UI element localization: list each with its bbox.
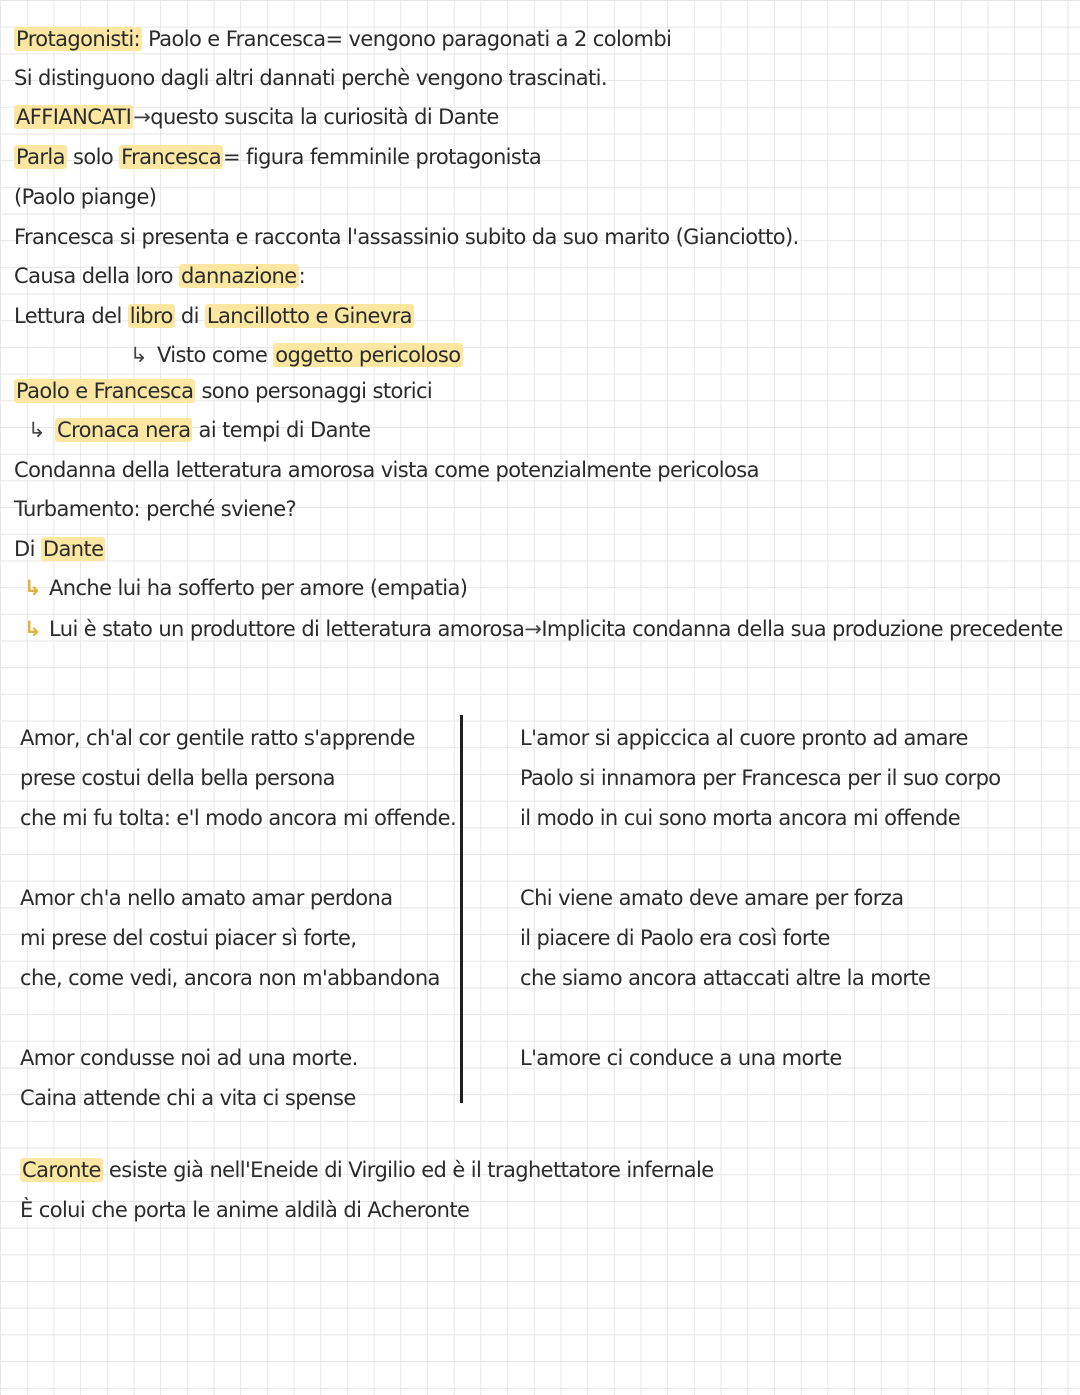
paraphrase-line: L'amore ci conduce a una morte [520,1046,842,1070]
note-line-parla: Parla solo Francesca= figura femminile protagonista [16,145,542,169]
highlight-dannazione: dannazione [180,264,297,288]
verse-line: Amor, ch'al cor gentile ratto s'apprende [20,726,415,750]
note-line-francesca-presenta: Francesca si presenta e racconta l'assassinio subito da suo marito (Gianciotto). [14,225,799,249]
highlight-lancillotto: Lancillotto e Ginevra [206,304,412,328]
poem-paraphrase-column [520,718,1001,1078]
verse-line: Amor ch'a nello amato amar perdona [20,886,393,910]
paraphrase-line: Paolo si innamora per Francesca per il suo corpo [520,766,1001,790]
paraphrase-line: il modo in cui sono morta ancora mi offende [520,806,961,830]
highlight-libro: libro [129,304,173,328]
right-arrow-icon: → [524,617,542,641]
verse-line: mi prese del costui piacer sì forte, [20,926,357,950]
note-line-condanna: Condanna della letteratura amorosa vista come potenzialmente pericolosa [14,458,759,482]
highlight-paolo-francesca: Paolo e Francesca [16,379,194,403]
note-line-produttore: ↳ Lui è stato un produttore di letteratura amorosa→Implicita condanna della sua produzione precedente [24,614,1063,644]
paraphrase-line: L'amor si appiccica al cuore pronto ad amare [520,726,968,750]
return-arrow-icon: ↳ [130,343,147,367]
bullet-arrow-icon: ↳ [24,617,41,641]
highlight-caronte: Caronte [22,1158,101,1182]
note-line-personaggi-storici: Paolo e Francesca sono personaggi storici [16,379,433,403]
paraphrase-line: il piacere di Paolo era così forte [520,926,830,950]
note-line-turbamento: Turbamento: perché sviene? [14,497,297,521]
verse-line: che mi fu tolta: e'l modo ancora mi offende. [20,806,457,830]
note-line-affiancati: AFFIANCATI→questo suscita la curiosità di Dante [14,102,499,132]
note-line-caronte: Caronte esiste già nell'Eneide di Virgilio ed è il traghettatore infernale [22,1158,714,1182]
note-line-lettura: Lettura del libro di Lancillotto e Ginevra [14,304,412,328]
return-arrow-icon: ↳ [28,418,45,442]
highlight-parla: Parla [16,145,65,169]
highlight-cronaca: Cronaca nera [57,418,191,442]
note-line-cronaca: ↳ Cronaca nera ai tempi di Dante [28,415,371,445]
highlight-dante: Dante [42,537,104,561]
poem-original-column [20,718,456,1118]
column-divider [460,715,463,1103]
right-arrow-icon: → [133,105,151,129]
note-line-visto-come: ↳ Visto come oggetto pericoloso [130,340,463,370]
note-line-di-dante: Di Dante [14,537,104,561]
verse-line: Caina attende chi a vita ci spense [20,1086,356,1110]
note-line-protagonisti: Protagonisti: Paolo e Francesca= vengono paragonati a 2 colombi [16,27,672,51]
highlight-francesca: Francesca [121,145,221,169]
paraphrase-line: Chi viene amato deve amare per forza [520,886,904,910]
verse-line: Amor condusse noi ad una morte. [20,1046,358,1070]
verse-line: che, come vedi, ancora non m'abbandona [20,966,440,990]
bullet-arrow-icon: ↳ [24,576,41,600]
highlight-oggetto: oggetto pericoloso [275,343,461,367]
paraphrase-line: che siamo ancora attaccati altre la morte [520,966,931,990]
note-line-acheronte: È colui che porta le anime aldilà di Acheronte [20,1198,470,1222]
note-line-causa: Causa della loro dannazione: [14,264,306,288]
note-line-distinguono: Si distinguono dagli altri dannati perchè vengono trascinati. [14,66,607,90]
highlight-affiancati: AFFIANCATI [16,105,132,129]
highlight-protagonisti: Protagonisti: [16,27,141,51]
note-line-paolo-piange: (Paolo piange) [14,185,157,209]
note-line-empatia: ↳ Anche lui ha sofferto per amore (empatia) [24,573,467,603]
verse-line: prese costui della bella persona [20,766,335,790]
